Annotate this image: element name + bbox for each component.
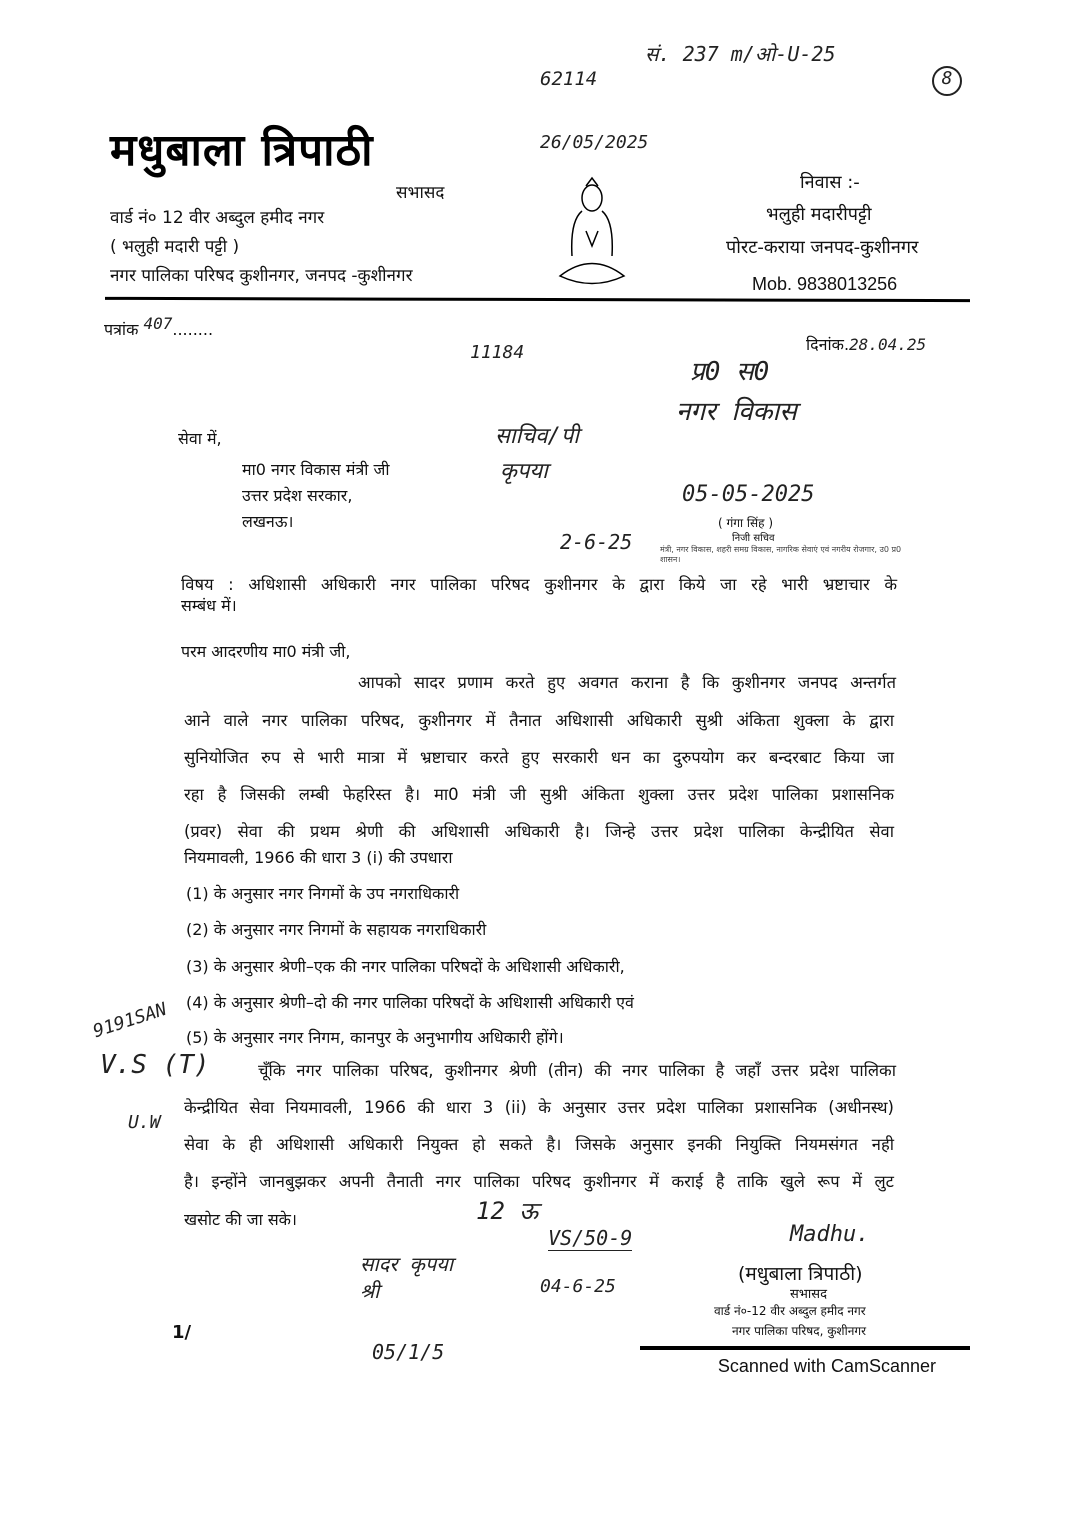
signatory-line: वार्ड नं०-12 वीर अब्दुल हमीद नगर [714,1304,866,1318]
list-item: (1) के अनुसार नगर निगमों के उप नगराधिकारी [186,884,460,903]
list-item: (3) के अनुसार श्रेणी–एक की नगर पालिका परिषदों के अधिशासी अधिकारी, [186,957,625,976]
paragraph-line: नियमावली, 1966 की धारा 3 (i) की उपधारा [184,848,453,867]
handwritten-dept: प्र0 स0 [690,357,770,387]
page-number: 1/ [172,1322,192,1343]
residence-line: भलुही मदारीपट्टी [766,204,872,225]
secretary-stamp-name: ( गंगा सिंह ) [718,516,774,530]
margin-note: U.W [128,1112,161,1133]
paragraph-line: आपको सादर प्रणाम करते हुए अवगत कराना है कि कुशीनगर जनपद अन्तर्गत [358,673,896,692]
paragraph-line: रहा है जिसकी लम्बी फेहरिस्त है। मा0 मंत्री जी सुश्री अंकिता शुक्ला उत्तर प्रदेश पालिका प्रशासनिक [184,785,894,804]
recipient-line: लखनऊ। [242,512,294,531]
signatory-designation: सभासद [790,1287,827,1302]
recipient-line: मा0 नगर विकास मंत्री जी [242,460,390,479]
address-line: नगर पालिका परिषद कुशीनगर, जनपद -कुशीनगर [110,266,413,286]
handwritten-date: 26/05/2025 [540,132,649,153]
list-item: (4) के अनुसार श्रेणी–दो की नगर पालिका परिषदों के अधिशासी अधिकारी एवं [186,993,634,1012]
seated-buddha-icon [552,176,632,296]
bottom-note-date: 05/1/5 [372,1340,445,1364]
paragraph-line: (प्रवर) सेवा की प्रथम श्रेणी की अधिशासी अधिकारी है। जिन्हे उत्तर प्रदेश पालिका केन्द्रीयित सेवा [184,822,894,841]
paragraph-line: आने वाले नगर पालिका परिषद, कुशीनगर में तैनात अधिशासी अधिकारी सुश्री अंकिता शुक्ला के द्वारा [184,711,894,730]
secretary-stamp-desc: मंत्री, नगर विकास, शहरी समग्र विकास, नागरिक सेवाएं एवं नगरीय रोजगार, उ0 प्र0 शासन। [660,545,902,564]
date-field: दिनांक.28.04.25 [806,335,927,354]
signature: Madhu. [790,1222,870,1247]
letterhead-designation: सभासद [396,183,445,203]
diary-number: 11184 [470,342,525,363]
inline-note: 12 ऊ [476,1197,539,1225]
margin-note: 9191SAN [90,998,170,1043]
subject-line: सम्बंध में। [181,596,237,615]
handwritten-forward2: कृपया [500,459,548,484]
reference-number: 407 [143,314,173,333]
address-line: वार्ड नं० 12 वीर अब्दुल हमीद नगर [110,208,325,228]
handwritten-number: 62114 [540,68,598,90]
list-item: (2) के अनुसार नगर निगमों के सहायक नगराधिकारी [186,920,487,939]
reference-label: पत्रांक 407........ [104,314,214,339]
paragraph-line: सुनियोजित रुप से भारी मात्रा में भ्रष्टाचार करते हुए सरकारी धन का दुरुपयोग कर बन्दरबाट किया जा [184,748,894,767]
date-value: 28.04.25 [849,335,927,354]
list-item: (5) के अनुसार नगर निगम, कानपुर के अनुभागीय अधिकारी होंगे। [186,1028,564,1047]
signatory-name: (मधुबाला त्रिपाठी) [738,1263,863,1285]
footer-divider [640,1346,970,1350]
paragraph-line: खसोट की जा सके। [184,1210,297,1229]
subject-line: विषय : अधिशासी अधिकारी नगर पालिका परिषद कुशीनगर के द्वारा किये जा रहे भारी भ्रष्टाचार के [181,575,897,594]
recipient-line: उत्तर प्रदेश सरकार, [242,486,353,505]
bottom-note: सादर कृपया श्री [360,1252,454,1303]
handwritten-date3: 2-6-25 [560,530,633,554]
residence-label: निवास :- [800,172,860,193]
paragraph-line: केन्द्रीयित सेवा नियमावली, 1966 की धारा 3 (ii) के अनुसार उत्तर प्रदेश पालिका प्रशासनिक (अधीनस्थ) [184,1098,894,1117]
header-divider [105,297,970,302]
paragraph-line: है। इन्होंने जानबुझकर अपनी तैनाती नगर पालिका परिषद कुशीनगर में कराई है ताकि खुले रूप में लुट [184,1172,894,1191]
greeting: परम आदरणीय मा0 मंत्री जी, [181,642,351,661]
mobile-number: Mob. 9838013256 [752,274,898,294]
residence-line: पोरट-कराया जनपद-कुशीनगर [726,237,919,258]
secretary-stamp-title: निजी सचिव [732,533,775,544]
paragraph-line: सेवा के ही अधिशासी अधिकारी नियुक्त हो सकते है। जिसके अनुसार इनकी नियुक्ति नियमसंगत नही [184,1135,894,1154]
handwritten-dept2: नगर विकास [676,397,797,427]
camscanner-watermark: Scanned with CamScanner [717,1356,936,1376]
margin-note: V.S (T) [100,1050,210,1080]
letterhead-name: मधुबाला त्रिपाठी [110,125,374,176]
recipient-salutation: सेवा में, [178,429,222,448]
handwritten-ref: सं. 237 m/ओ-U-25 [645,42,836,66]
handwritten-forward: साचिव/पी [495,424,579,449]
address-line: ( भलुही मदारी पट्टी ) [110,237,240,257]
handwritten-circle: 8 [932,66,962,96]
signatory-line: नगर पालिका परिषद, कुशीनगर [732,1324,867,1338]
file-number: VS/50-9 [548,1226,633,1250]
paragraph-line: चूँकि नगर पालिका परिषद, कुशीनगर श्रेणी (तीन) की नगर पालिका है जहाँ उत्तर प्रदेश पालिका [258,1061,896,1080]
bottom-note-date2: 04-6-25 [540,1276,616,1297]
handwritten-date2: 05-05-2025 [682,482,815,507]
